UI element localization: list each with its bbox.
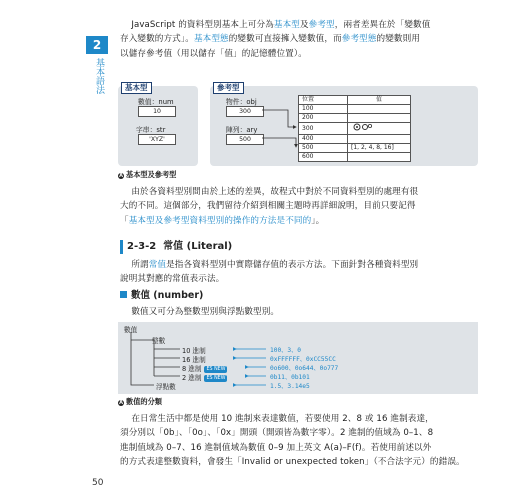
row-value: [1, 2, 4, 8, 16] [348, 144, 411, 153]
num-value-box: 10 [138, 106, 176, 117]
row-value [348, 135, 411, 144]
row-position: 100 [299, 105, 348, 114]
obj-label: 物件：obj [226, 98, 257, 106]
square-bullet-icon [120, 291, 127, 298]
tree-binary [182, 372, 227, 382]
intro-line-2 [120, 32, 475, 46]
table-row [299, 135, 411, 144]
example-hex: 0xFFFFFF、0xCC55CC [270, 356, 336, 363]
caption-marker-icon: A [119, 400, 123, 406]
paragraph-number-types [120, 305, 475, 319]
intro-line-1 [120, 18, 475, 32]
subsection-title: 數值 (number) [131, 290, 204, 301]
keyword-reference: 參考型 [308, 20, 335, 30]
text: 的變數可直接擁入變數值，而 [228, 34, 342, 45]
section-bar [120, 240, 123, 254]
chapter-label: 基本語法 [94, 58, 104, 94]
text: 在日常生活中都是使用 10 進制來表達數值，若要使用 2、8 或 16 進制表達， [131, 414, 434, 424]
example-decimal: 100、3、0 [270, 347, 302, 354]
para2-line-2: 大的不同。這個部分，我們留待介紹到相關主題時再詳細說明，目前只要記得 [120, 201, 416, 212]
text: 存入變數的方式」。 [120, 34, 194, 45]
row-position: 200 [299, 114, 348, 123]
para5-line-3: 進制值域為 0–7、16 進制值域為數值 0–9 加上英文 A(a)–F(f)。若使用前述以外 [120, 442, 432, 453]
text: 的變數則用 [376, 34, 421, 45]
table-row [299, 123, 411, 135]
intro-paragraph [120, 18, 475, 61]
keyword-reference-type: 參考型態 [341, 34, 377, 45]
num-label: 數值：num [138, 98, 174, 106]
keyword-basic-type: 基本型態 [193, 34, 229, 45]
section-header [120, 240, 480, 254]
text: JavaScript 的資料型別基本上可分為 [131, 20, 274, 30]
text: 是指各資料型別中實際儲存值的表示方法。下面針對各種資料型別 [166, 260, 419, 270]
figure1-caption [118, 170, 176, 180]
row-value [348, 153, 411, 162]
tree-root-number: 數值 [124, 326, 138, 334]
para5-line-1 [120, 412, 475, 426]
para2-line-3 [120, 214, 475, 228]
basic-type-label: 基本型 [121, 82, 152, 94]
row-value [348, 114, 411, 123]
figure-basic-vs-reference [118, 80, 478, 167]
memory-table [298, 95, 411, 162]
para3-line-2: 說明其對應的常值表示法。 [120, 274, 225, 285]
paragraph-literal-intro [120, 258, 475, 287]
tree-integer: 整數 [152, 337, 166, 345]
obj-value-box: 300 [226, 106, 264, 117]
intro-line-3: 以儲存參考值（用以儲存「值」的記憶體位置）。 [120, 48, 307, 59]
text: 8 進制 [182, 365, 202, 373]
es-new-badge: ES NEW [206, 376, 226, 381]
str-value-box: 'XYZ' [138, 134, 176, 145]
reference-type-label: 參考型 [213, 82, 244, 94]
tree-hexadecimal: 16 進制 [182, 356, 206, 364]
header-value: 值 [348, 96, 411, 105]
section-title-text: 常值 (Literal) [163, 241, 233, 252]
object-gears-icon [351, 123, 373, 131]
row-position: 300 [299, 123, 348, 135]
para5-line-2: 須分別以「0b」、「0o」、「0x」開頭（開頭皆為數字零）。2 進制的值域為 0–1、8 [120, 428, 434, 439]
para5-line-4: 的方式表達整數資料，會發生「Invalid or unexpected token」（不合法字元）的錯誤。 [120, 457, 465, 468]
text: 所謂 [131, 260, 149, 270]
caption-text: 數值的分類 [126, 397, 162, 406]
para2-line-1 [120, 185, 475, 199]
figure-number-classification [118, 322, 478, 394]
caption-marker-icon: A [119, 173, 123, 179]
text: ，兩者差異在於「變數值 [334, 20, 431, 30]
chapter-tab: 2 [86, 36, 108, 54]
keyword-operations-differ: 基本型及參考型資料型別的操作的方法是不同的 [128, 215, 312, 226]
paragraph-type-difference [120, 185, 475, 228]
ary-label: 陣列：ary [226, 126, 258, 134]
row-value [348, 105, 411, 114]
row-position: 500 [299, 144, 348, 153]
text: 」。 [311, 215, 325, 226]
table-row [299, 144, 411, 153]
subsection-number [120, 287, 203, 301]
text: 「 [120, 215, 129, 226]
row-position: 600 [299, 153, 348, 162]
table-row [299, 153, 411, 162]
str-label: 字串：str [136, 126, 166, 134]
row-position: 400 [299, 135, 348, 144]
es-new-badge: ES NEW [206, 367, 226, 372]
ary-pointer-arrow [262, 138, 296, 147]
figure2-caption [118, 397, 162, 407]
text: 及 [299, 20, 309, 30]
obj-pointer-arrow [262, 110, 296, 127]
example-float: 1.5、3.14e5 [270, 383, 310, 390]
example-binary: 0b11、0b101 [270, 374, 310, 381]
keyword-basic: 基本型 [273, 20, 300, 30]
paragraph-radix-prefix [120, 412, 475, 470]
section-title [127, 240, 232, 254]
text: 由於各資料型別間由於上述的差異，故程式中對於不同資料型別的處理有很 [131, 187, 419, 197]
tree-float: 浮點數 [156, 383, 176, 391]
row-value-object [348, 123, 411, 135]
header-position: 位置 [299, 96, 348, 105]
table-row [299, 114, 411, 123]
page-number: 50 [92, 478, 104, 488]
table-row [299, 105, 411, 114]
example-octal: 0o600、0o644、0o777 [270, 365, 339, 372]
text: 數值又可分為整數型別與浮點數型別。 [131, 307, 280, 317]
section-number: 2-3-2 [127, 241, 157, 252]
tree-decimal: 10 進制 [182, 347, 206, 355]
para4-line-1 [120, 305, 475, 319]
keyword-literal: 常值 [148, 260, 167, 270]
caption-text: 基本型及參考型 [126, 170, 177, 179]
text: 2 進制 [182, 374, 202, 382]
memory-table-header [299, 96, 411, 105]
ary-value-box: 500 [226, 134, 264, 145]
para3-line-1 [120, 258, 475, 272]
